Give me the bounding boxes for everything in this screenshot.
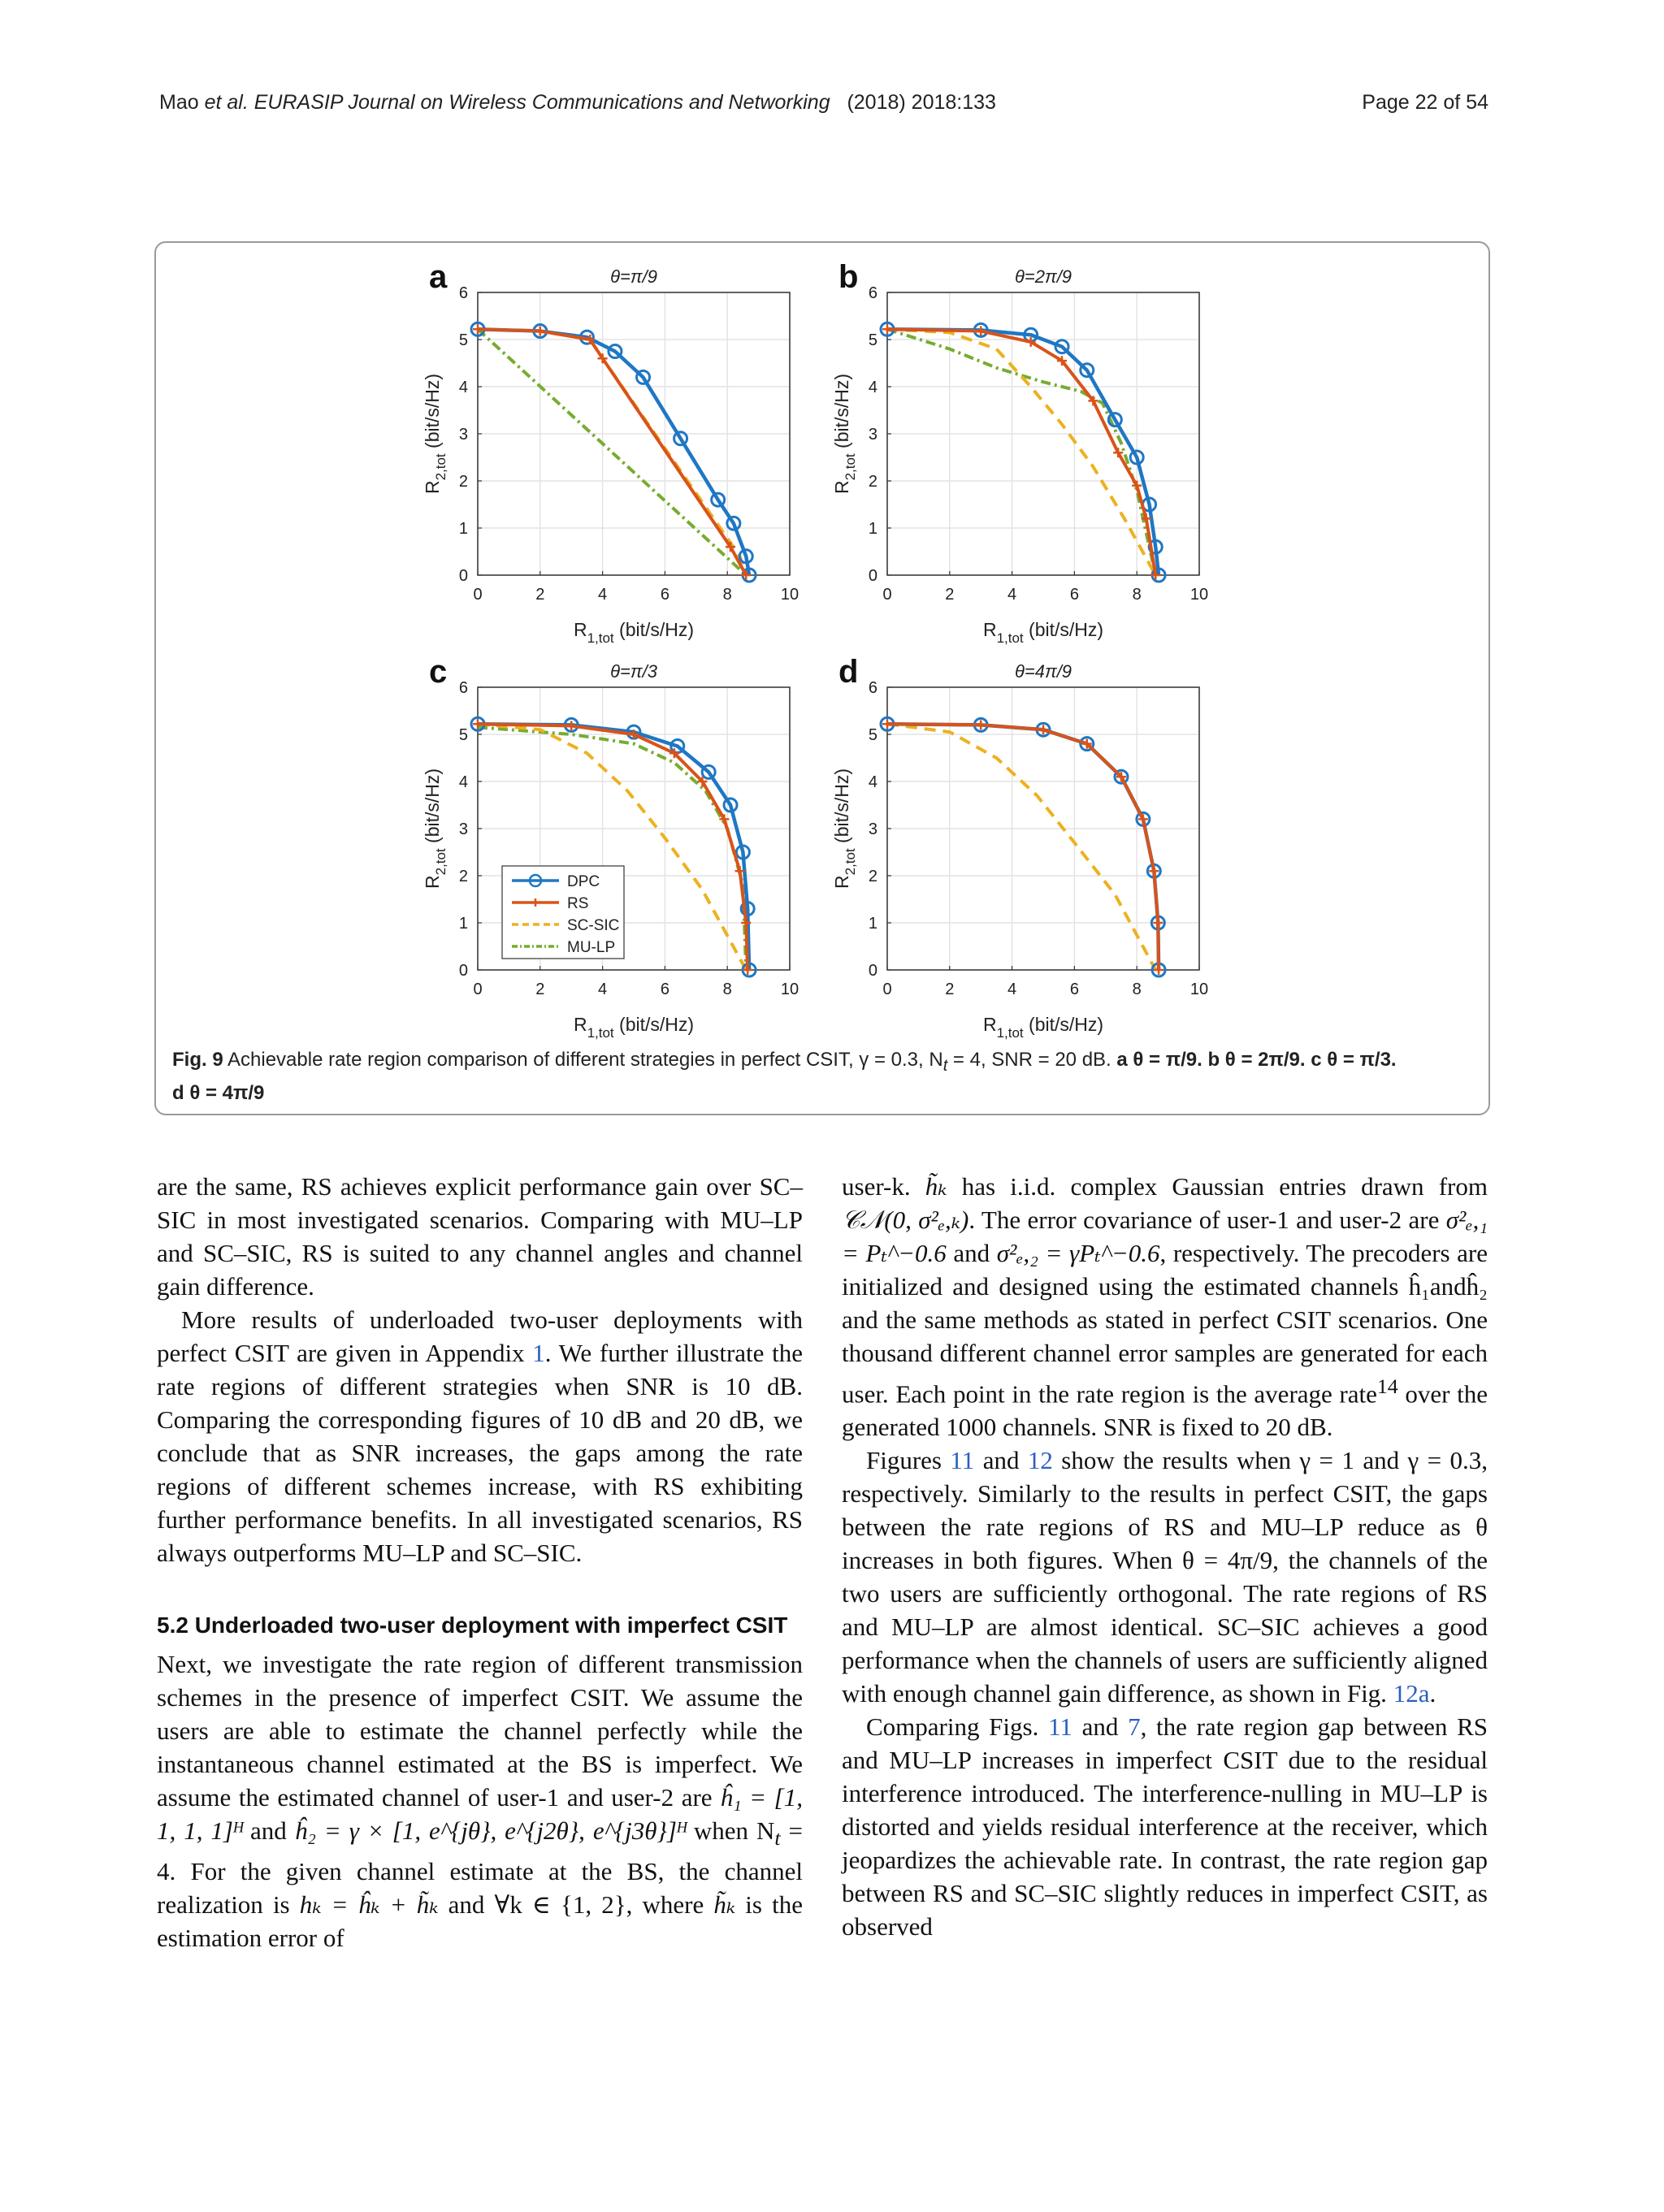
y-tick-label: 4 xyxy=(868,379,878,396)
y-tick-label: 4 xyxy=(458,773,468,791)
figure-number: Fig. 9 xyxy=(172,1049,223,1071)
y-tick-label: 0 xyxy=(868,567,878,585)
y-tick-label: 2 xyxy=(458,473,468,491)
fig-link[interactable]: 7 xyxy=(1128,1712,1141,1742)
appendix-link[interactable]: 1 xyxy=(532,1339,545,1367)
header-journal: EURASIP Journal on Wireless Communications and Networking xyxy=(248,91,830,114)
legend-label: DPC xyxy=(567,873,600,890)
y-tick-label: 3 xyxy=(868,426,878,444)
panel-letter: c xyxy=(429,654,448,690)
x-axis-label: $R_{1,tot}$ (bit/s/Hz) xyxy=(982,1014,1104,1041)
series-line-sc-sic xyxy=(887,724,1155,970)
y-tick-label: 1 xyxy=(458,520,468,538)
paragraph: are the same, RS achieves explicit performance gain over SC–SIC in most investigated scenarios. Comparing with MU–LP and SC–SIC, RS is suited to any channel angles and channel gain difference. xyxy=(157,1172,803,1301)
right-column xyxy=(842,1170,1488,1943)
legend-label: RS xyxy=(567,895,589,912)
header-authors: Mao xyxy=(159,91,205,114)
paragraph: More results of underloaded two-user deployments with perfect CSIT are given in Appendix 1. We further illustrate the rate regions of different strategies when SNR is 10 dB. Comparing the corresponding figures of 10 dB and 20 dB, we conclude that as SNR increases, the gaps among the rate regions of different schemes increase, with RS exhibiting further performance benefits. In all investigated scenarios, RS always outperforms MU–LP and SC–SIC. xyxy=(157,1305,803,1567)
fig-link[interactable]: 11 xyxy=(1048,1712,1072,1742)
x-tick-label: 8 xyxy=(722,980,732,998)
y-tick-label: 4 xyxy=(458,379,468,396)
y-axis-label: $R_{2,tot}$ (bit/s/Hz) xyxy=(831,373,858,495)
panel-letter: b xyxy=(838,259,859,295)
x-tick-label: 2 xyxy=(945,980,955,998)
series-line-mu-lp xyxy=(887,724,1159,970)
y-tick-label: 5 xyxy=(458,726,468,744)
panel-letter: d xyxy=(838,654,859,690)
figure-9-chart xyxy=(0,0,1664,1048)
legend-label: SC-SIC xyxy=(567,917,620,934)
y-tick-label: 5 xyxy=(868,726,878,744)
x-tick-label: 8 xyxy=(1132,586,1142,604)
x-tick-label: 0 xyxy=(473,980,483,998)
fig-link[interactable]: 11 xyxy=(950,1446,975,1475)
header-etal: et al. xyxy=(204,91,249,114)
x-tick-label: 10 xyxy=(780,980,800,998)
y-tick-label: 6 xyxy=(868,679,878,697)
caption-part-c: c θ = π/3. xyxy=(1311,1049,1397,1071)
x-tick-label: 2 xyxy=(535,586,545,604)
x-tick-label: 10 xyxy=(1190,980,1209,998)
header-year: (2018) 2018:133 xyxy=(847,91,996,114)
panel-title: θ=π/9 xyxy=(610,266,657,287)
caption-part-b: b θ = 2π/9. xyxy=(1207,1049,1311,1071)
y-tick-label: 4 xyxy=(868,773,878,791)
panel-c xyxy=(422,654,799,1041)
panel-d xyxy=(831,654,1208,1041)
y-tick-label: 1 xyxy=(458,915,468,933)
y-tick-label: 0 xyxy=(458,567,468,585)
footnote-marker: 14 xyxy=(1376,1374,1398,1398)
fig-link[interactable]: 12 xyxy=(1027,1446,1053,1475)
x-tick-label: 6 xyxy=(1069,980,1079,998)
legend xyxy=(502,866,624,959)
caption-tail: = 4, SNR = 20 dB. xyxy=(947,1049,1117,1071)
y-tick-label: 6 xyxy=(458,679,468,697)
fig-link[interactable]: 12a xyxy=(1393,1679,1430,1708)
left-column xyxy=(157,1170,803,1954)
panel-title: θ=π/3 xyxy=(610,661,657,682)
page-number: Page 22 of 54 xyxy=(1362,91,1488,114)
series-line-rs xyxy=(887,724,1159,970)
x-axis-label: $R_{1,tot}$ (bit/s/Hz) xyxy=(573,619,695,646)
legend-label: MU-LP xyxy=(567,939,616,956)
y-tick-label: 3 xyxy=(458,820,468,838)
rs-point xyxy=(1153,918,1163,928)
rs-point xyxy=(976,720,986,729)
figure-caption: Fig. 9 Achievable rate region comparison of different strategies in perfect CSIT, γ = 0.3, $N_t = 4$, SNR = 20 dB. a θ = π/9. b θ = 2π/9. c θ = π/3. d θ = 4π/9 xyxy=(172,1049,1397,1104)
panel-title: θ=4π/9 xyxy=(1014,661,1072,682)
x-axis-label: $R_{1,tot}$ (bit/s/Hz) xyxy=(982,619,1104,646)
x-tick-label: 2 xyxy=(945,586,955,604)
caption-text: Achievable rate region comparison of different strategies in perfect CSIT, γ = 0.3, N xyxy=(223,1049,943,1071)
x-tick-label: 0 xyxy=(473,586,483,604)
paragraph: user-k. h̃ₖ has i.i.d. complex Gaussian entries drawn from 𝒞𝒩(0, σ²ₑ,ₖ). The error covariance of user-1 and user-2 are σ²ₑ,₁ = Pₜ^−0.6 and σ²ₑ,₂ = γPₜ^−0.6, respectively. The precoders are initialized and designed using the estimated channels ĥ₁andĥ₂ and the same methods as stated in perfect CSIT scenarios. One thousand different channel error samples are generated for each user. Each point in the rate region is the average rate$^{14}$ over the generated 1000 channels. SNR is fixed to 20 dB. xyxy=(842,1172,1488,1442)
paragraph: Figures 11 and 12 show the results when γ = 1 and γ = 0.3, respectively. Similarly to the results in perfect CSIT, the gaps between the rate regions of RS and MU–LP reduce as θ increases in both figures. When θ = 4π/9, the channels of the two users are sufficiently orthogonal. The rate regions of RS and MU–LP are almost identical. SC–SIC achieves a good performance when the channels of users are sufficiently aligned with enough channel gain difference, as shown in Fig. 12a. xyxy=(842,1446,1488,1708)
series-line-dpc xyxy=(887,724,1159,970)
y-tick-label: 2 xyxy=(868,473,878,491)
panel-letter: a xyxy=(429,259,448,295)
panel-title: θ=2π/9 xyxy=(1014,266,1072,287)
y-tick-label: 2 xyxy=(868,868,878,885)
rs-point xyxy=(535,327,545,336)
y-tick-label: 3 xyxy=(458,426,468,444)
y-tick-label: 0 xyxy=(868,962,878,980)
rs-point xyxy=(882,719,892,729)
y-tick-label: 1 xyxy=(868,915,878,933)
x-tick-label: 4 xyxy=(1008,980,1017,998)
x-tick-label: 0 xyxy=(882,980,892,998)
x-axis-label: $R_{1,tot}$ (bit/s/Hz) xyxy=(573,1014,695,1041)
x-tick-label: 4 xyxy=(598,586,608,604)
y-tick-label: 3 xyxy=(868,820,878,838)
y-tick-label: 6 xyxy=(868,284,878,302)
y-tick-label: 0 xyxy=(458,962,468,980)
y-axis-label: $R_{2,tot}$ (bit/s/Hz) xyxy=(422,373,448,495)
section-heading: 5.2 Underloaded two-user deployment with imperfect CSIT xyxy=(157,1612,788,1638)
caption-part-a: a θ = π/9. xyxy=(1116,1049,1208,1071)
rs-point xyxy=(882,324,892,334)
y-axis-label: $R_{2,tot}$ (bit/s/Hz) xyxy=(422,768,448,890)
x-tick-label: 6 xyxy=(1069,586,1079,604)
rs-point xyxy=(1038,725,1048,734)
y-axis-label: $R_{2,tot}$ (bit/s/Hz) xyxy=(831,768,858,890)
x-tick-label: 10 xyxy=(1190,586,1209,604)
x-tick-label: 10 xyxy=(780,586,800,604)
caption-part-d: d θ = 4π/9 xyxy=(172,1081,265,1104)
y-tick-label: 5 xyxy=(868,331,878,349)
x-tick-label: 0 xyxy=(882,586,892,604)
y-tick-label: 2 xyxy=(458,868,468,885)
x-tick-label: 4 xyxy=(598,980,608,998)
paragraph: Next, we investigate the rate region of different transmission schemes in the presence of imperfect CSIT. We assume the users are able to estimate the channel perfectly while the instantaneous channel estimated at the BS is imperfect. We assume the estimated channel of user-1 and user-2 are ĥ₁ = [1, 1, 1, 1]ᴴ and ĥ₂ = γ × [1, e^{jθ}, e^{j2θ}, e^{j3θ}]ᴴ when $N_t = 4$. For the given channel estimate at the BS, the channel realization is hₖ = ĥₖ + h̃ₖ and ∀k ∈ {1, 2}, where h̃ₖ is the estimation error of xyxy=(157,1650,803,1953)
x-tick-label: 8 xyxy=(722,586,732,604)
y-tick-label: 1 xyxy=(868,520,878,538)
panel-a xyxy=(422,259,799,646)
x-tick-label: 8 xyxy=(1132,980,1142,998)
rs-point xyxy=(1149,866,1159,876)
panel-b xyxy=(831,259,1208,646)
x-tick-label: 6 xyxy=(660,586,670,604)
paragraph: Comparing Figs. 11 and 7, the rate region gap between RS and MU–LP increases in imperfect CSIT due to the residual interference introduced. The interference-nulling in MU–LP is distorted and yields residual interference at the receiver, which jeopardizes the achievable rate. In contrast, the rate region gap between RS and SC–SIC slightly reduces in imperfect CSIT, as observed xyxy=(842,1712,1488,1941)
y-tick-label: 5 xyxy=(458,331,468,349)
x-tick-label: 4 xyxy=(1008,586,1017,604)
x-tick-label: 6 xyxy=(660,980,670,998)
y-tick-label: 6 xyxy=(458,284,468,302)
series-line-mu-lp xyxy=(478,329,746,575)
x-tick-label: 2 xyxy=(535,980,545,998)
